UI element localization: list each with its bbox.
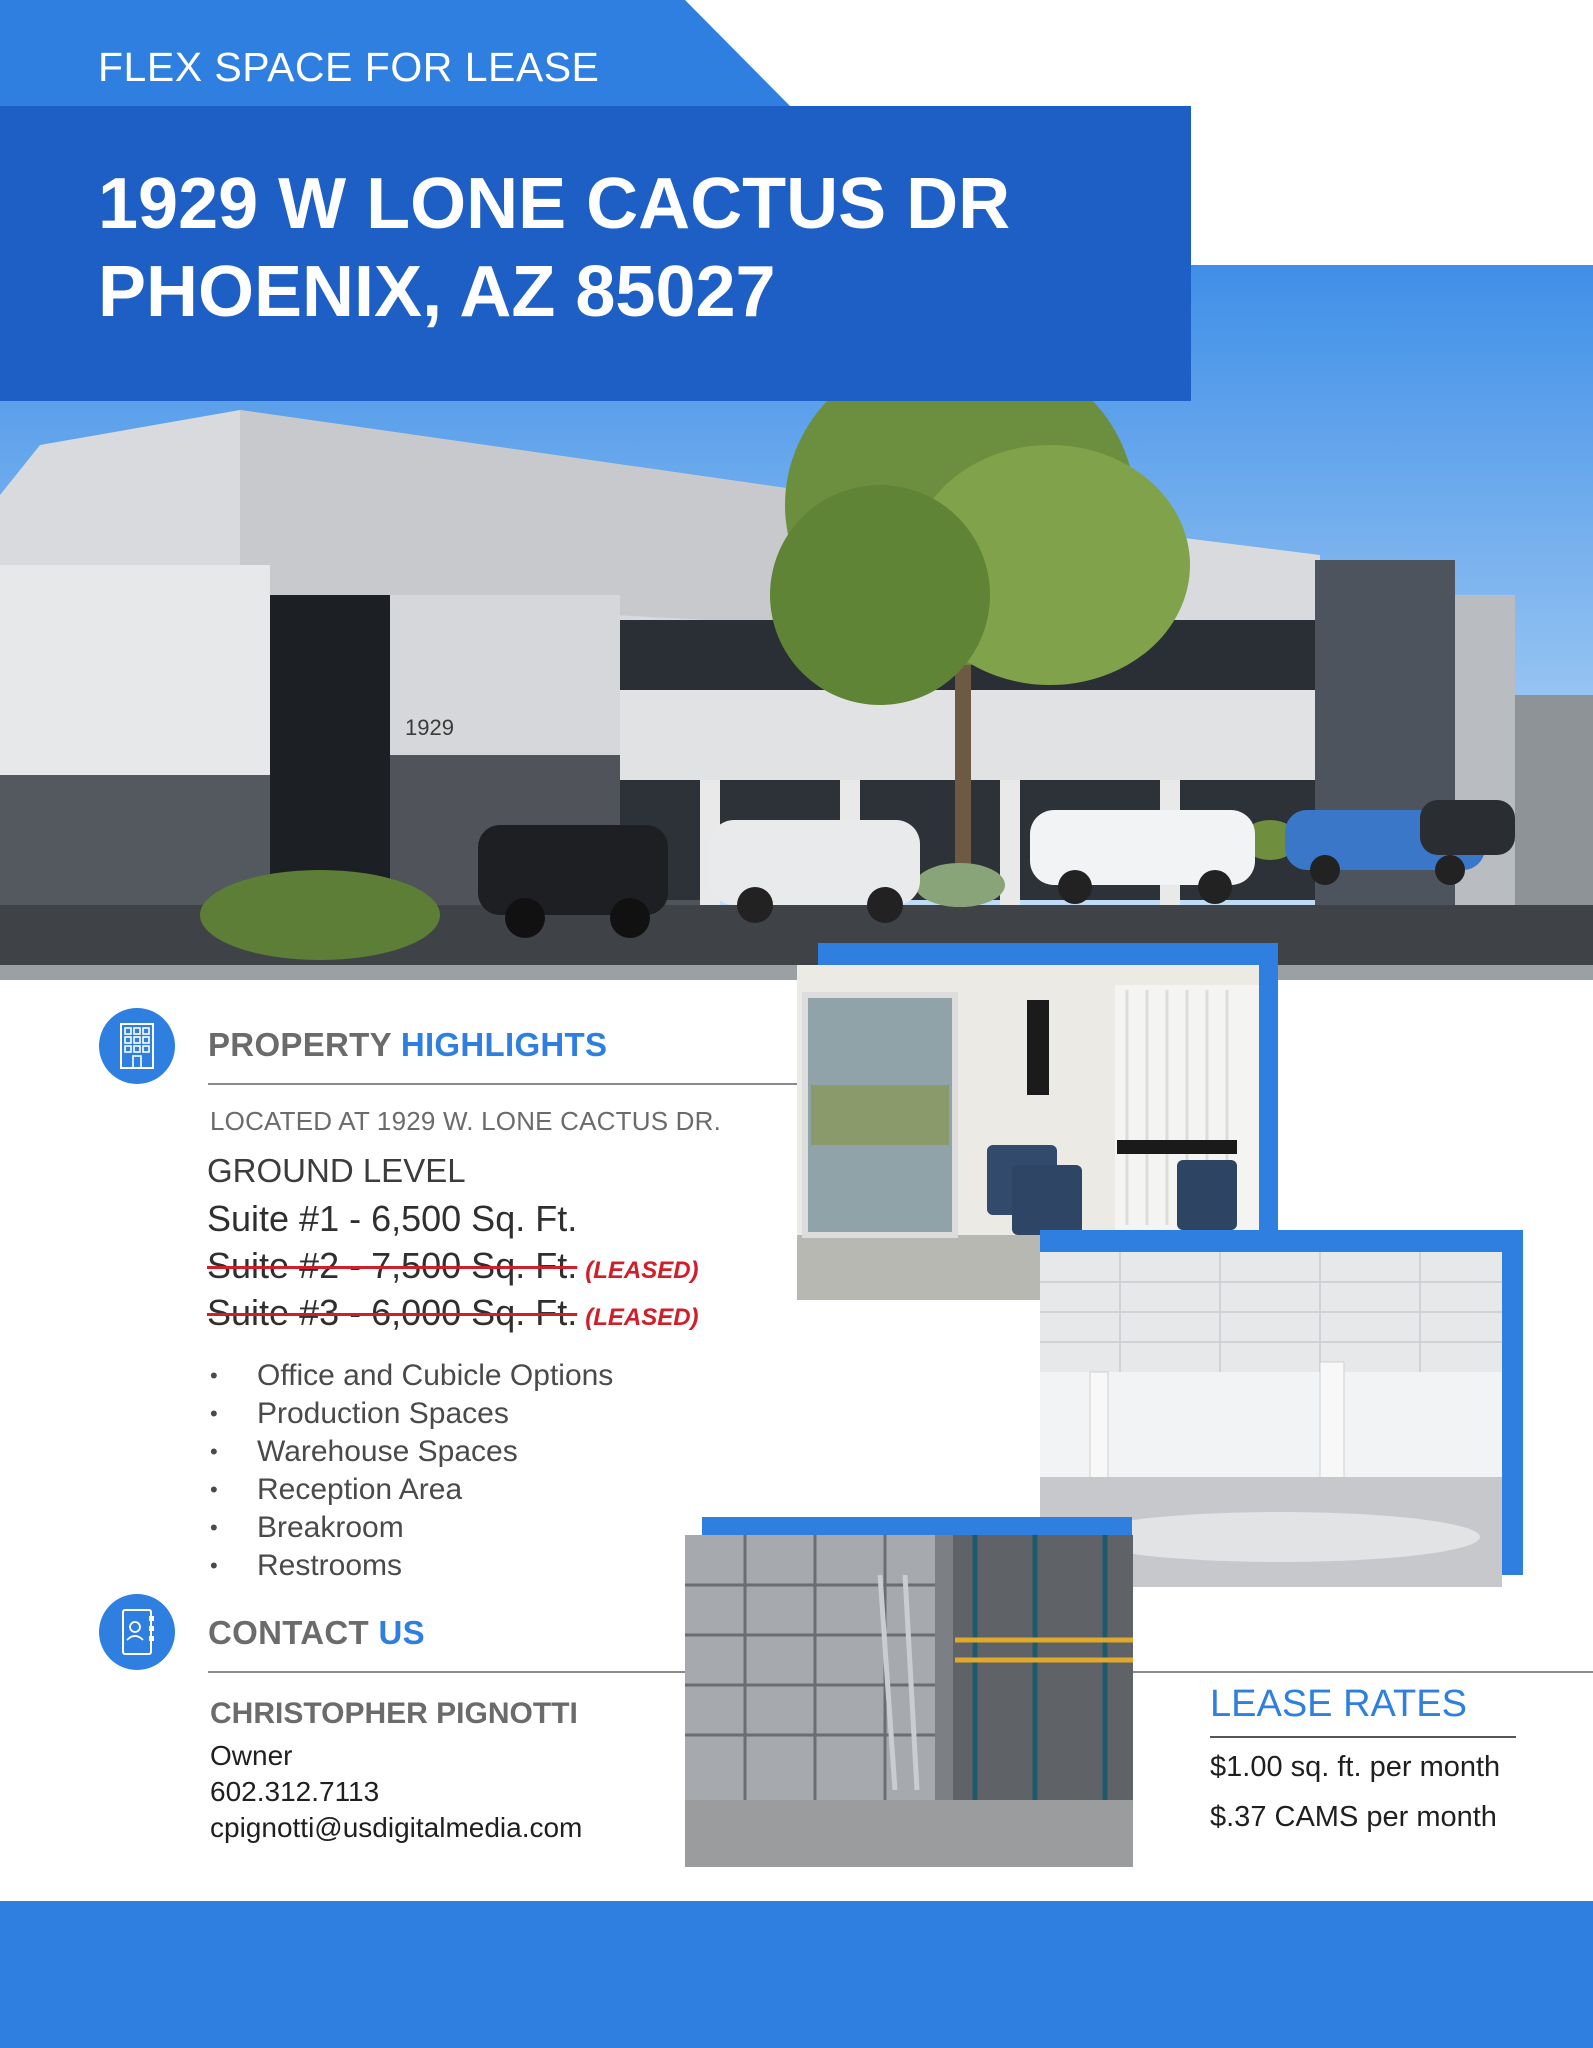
contact-email[interactable]: cpignotti@usdigitalmedia.com	[210, 1812, 583, 1843]
warehouse-photo	[685, 1535, 1133, 1867]
footer-band	[0, 1901, 1593, 2048]
contact-role: Owner	[210, 1740, 293, 1771]
address-line-2: PHOENIX, AZ 85027	[98, 252, 776, 332]
highlights-heading-accent: HIGHLIGHTS	[400, 1026, 608, 1063]
contact-book-icon	[99, 1594, 175, 1670]
ground-level-label: GROUND LEVEL	[207, 1152, 466, 1189]
list-item: • Production Spaces	[210, 1395, 613, 1433]
suite-2-leased-badge: (LEASED)	[585, 1257, 699, 1284]
suite-3-leased-badge: (LEASED)	[585, 1304, 699, 1331]
building-number-sign: 1929	[405, 715, 454, 740]
lease-cams: $.37 CAMS per month	[1210, 1801, 1497, 1833]
contact-phone[interactable]: 602.312.7113	[210, 1776, 380, 1807]
lease-rates-heading: LEASE RATES	[1210, 1683, 1467, 1725]
list-item: • Office and Cubicle Options	[210, 1357, 613, 1395]
lease-rate: $1.00 sq. ft. per month	[1210, 1751, 1501, 1783]
suite-1-label: Suite #1 - 6,500 Sq. Ft.	[207, 1198, 578, 1239]
contact-name: CHRISTOPHER PIGNOTTI	[210, 1697, 578, 1730]
highlights-heading-plain: PROPERTY	[208, 1026, 401, 1063]
contact-heading-plain: CONTACT	[208, 1614, 379, 1651]
suite-1	[207, 1198, 577, 1240]
highlights-divider	[208, 1083, 798, 1085]
address-line-1: 1929 W LONE CACTUS DR	[98, 164, 1011, 244]
suite-2	[207, 1245, 699, 1287]
building-icon	[99, 1008, 175, 1084]
contact-heading-accent: US	[378, 1614, 425, 1651]
suite-3-label: Suite #3 - 6,000 Sq. Ft.	[207, 1292, 578, 1333]
suite-2-label: Suite #2 - 7,500 Sq. Ft.	[207, 1245, 578, 1286]
located-text: LOCATED AT 1929 W. LONE CACTUS DR.	[210, 1106, 722, 1136]
features-list	[210, 1357, 613, 1585]
list-item: • Reception Area	[210, 1471, 613, 1509]
header-kicker: FLEX SPACE FOR LEASE	[98, 44, 600, 90]
list-item: • Warehouse Spaces	[210, 1433, 613, 1471]
highlights-heading	[208, 1026, 607, 1064]
contact-heading	[208, 1614, 425, 1652]
lease-rates-divider	[1210, 1736, 1516, 1738]
list-item: • Restrooms	[210, 1547, 613, 1585]
list-item: • Breakroom	[210, 1509, 613, 1547]
suite-3	[207, 1292, 699, 1334]
